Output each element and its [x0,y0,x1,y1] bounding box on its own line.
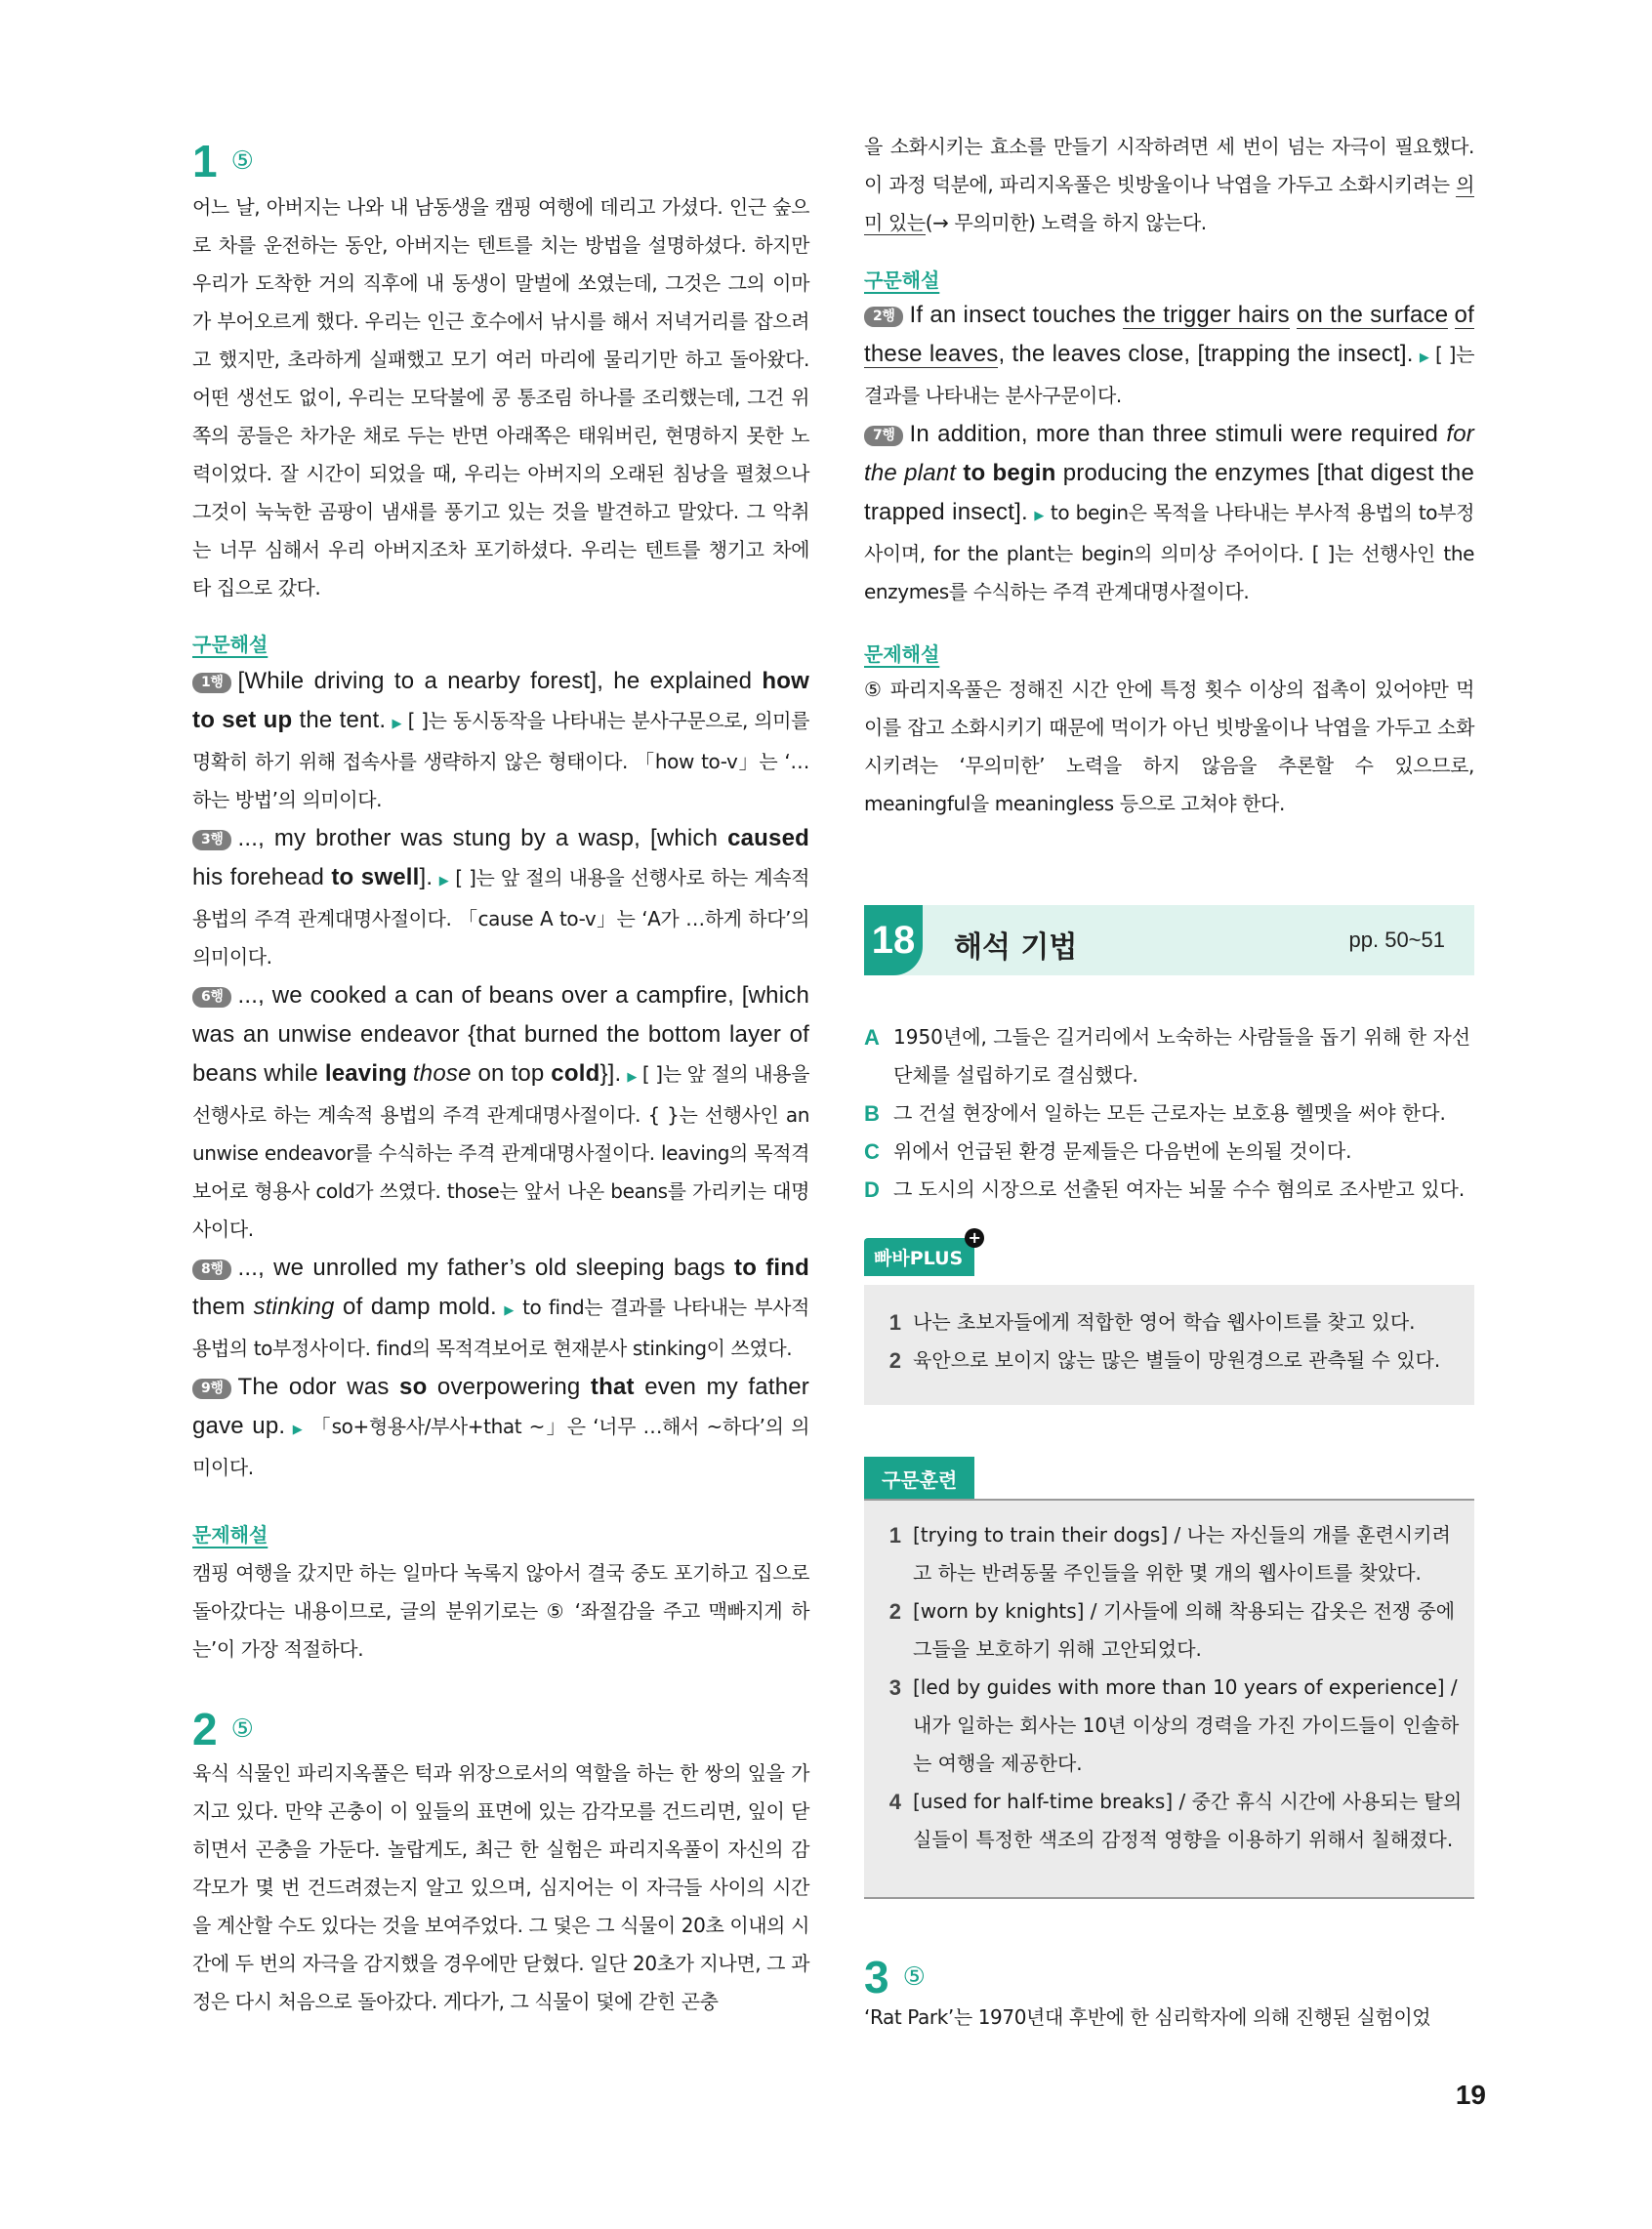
triangle-icon: ▶ [292,1423,304,1437]
list-item: 2 육안으로 보이지 않는 많은 별들이 망원경으로 관측될 수 있다. [888,1348,1441,1373]
plus-icon: + [965,1228,984,1248]
syntax-note-1: 1행 [While driving to a nearby forest], he explained how to set up the tent. ▶ [ ]는 동시동작을 나타내는 분사구문으로, 의미를 명확히 하기 위해 접속사를 생략하지 않은 형태이다. 「how to-v」는 ‘…하는 방법’의 의미이다. [192,668,809,811]
list-item: D 그 도시의 시장으로 선출된 여자는 뇌물 수수 혐의로 조사받고 있다. [864,1177,1466,1202]
problem-explanation-title: 문제해설 [864,642,940,666]
problem-number: 2 [192,1704,218,1754]
syntax-note-9: 9행 The odor was so overpowering that even my father gave up. ▶ 「so+형용사/부사+that ~」은 ‘너무 …해서 ~하다’의 의미이다. [192,1374,809,1479]
list-item: C 위에서 언급된 환경 문제들은 다음번에 논의될 것이다. [864,1139,1352,1164]
answer-mark: ⑤ [230,1714,254,1744]
list-item: 3 [led by guides with more than 10 years of experience] / 내가 일하는 회사는 10년 이상의 경력을 가진 가이드들이 인솔하는 여행을 제공한다. [888,1675,1460,1775]
triangle-icon: ▶ [392,717,402,731]
list-item: 4 [used for half-time breaks] / 중간 휴식 시간에 사용되는 탈의실들이 특정한 색조의 감정적 영향을 이용하기 위해서 칠해졌다. [888,1790,1463,1851]
syntax-title: 구문해설 [864,268,940,292]
line-tag: 1행 [192,673,231,693]
line-tag: 7행 [864,426,903,446]
problem-1-explanation: 캠핑 여행을 갔지만 하는 일마다 녹록지 않아서 결국 중도 포기하고 집으로 돌아갔다는 내용이므로, 글의 분위기로는 ⑤ ‘좌절감을 주고 맥빠지게 하는’이 가장 적절하다. [192,1561,809,1661]
section-title: 해석 기법 [954,930,1078,965]
list-item: A 1950년에, 그들은 길거리에서 노숙하는 사람들을 돕기 위해 한 자선 단체를 설립하기로 결심했다. [864,1025,1471,1087]
line-tag: 9행 [192,1379,231,1399]
triangle-icon: ▶ [504,1303,516,1318]
drill-box [864,1499,1474,1899]
answer-mark: ⑤ [230,146,254,176]
syntax-note-8: 8행 ..., we unrolled my father’s old sleeping bags to find them stinking of damp mold. ▶ to find는 결과를 나타내는 부사적 용법의 to부정사이다. find의 목적격보어로 현재분사 stinking이 쓰였다. [192,1255,810,1360]
answer-mark: ⑤ [902,1962,926,1992]
problem-number: 3 [864,1952,889,2002]
drill-label: 구문훈련 [864,1457,974,1501]
problem-number: 1 [192,136,218,186]
list-item: 1 [trying to train their dogs] / 나는 자신들의 개를 훈련시키려고 하는 반려동물 주인들을 위한 몇 개의 웹사이트를 찾았다. [888,1523,1451,1585]
section-number: 18 [864,905,923,975]
triangle-icon: ▶ [1419,351,1429,365]
problem-3-header [864,1952,926,2002]
list-item: 1 나는 초보자들에게 적합한 영어 학습 웹사이트를 찾고 있다. [888,1310,1416,1335]
section-18-answers [864,1018,1474,1209]
line-tag: 2행 [864,307,903,327]
line-tag: 8행 [192,1259,231,1280]
line-tag: 3행 [192,830,231,850]
problem-2-translation-continued: 을 소화시키는 효소를 만들기 시작하려면 세 번이 넘는 자극이 필요했다. 이 과정 덕분에, 파리지옥풀은 빗방울이나 낙엽을 가두고 소화시키려는 의미 있는(→ 무의미한) 노력을 하지 않는다. [864,135,1474,234]
problem-explanation-title: 문제해설 [192,1523,268,1547]
triangle-icon: ▶ [1034,509,1045,523]
page-number: 19 [1455,2080,1486,2110]
syntax-note-7: 7행 In addition, more than three stimuli were required for the plant to begin producing the enzymes [that digest the trapped insect]. ▶ to begin은 목적을 나타내는 부사적 용법의 to부정사이며, for the plant는 begin의 의미상 주어이다. [ ]는 선행사인 the enzymes를 수식하는 주격 관계대명사절이다. [864,421,1474,603]
problem-2-header [192,1704,254,1754]
plus-label: 빠바PLUS + [864,1238,974,1276]
problem-3-translation: ‘Rat Park’는 1970년대 후반에 한 심리학자에 의해 진행된 실험이었 [864,2005,1431,2029]
triangle-icon: ▶ [438,874,449,888]
syntax-notes [192,662,809,1487]
section-pages: pp. 50~51 [1348,928,1445,952]
problem-1-translation: 어느 날, 아버지는 나와 내 남동생을 캠핑 여행에 데리고 가셨다. 인근 숲으로 차를 운전하는 동안, 아버지는 텐트를 치는 방법을 설명하셨다. 하지만 우리가 도착한 거의 직후에 내 동생이 말벌에 쏘였는데, 그것은 그의 이마가 부어오르게 했다. 우리는 인근 호수에서 낚시를 해서 저녁거리를 잡으려고 했지만, 초라하게 실패했고 모기 여러 마리에 물리기만 하고 돌아왔다. 어떤 생선도 없이, 우리는 모닥불에 콩 통조림 하나를 조리했는데, 그건 위쪽의 콩들은 차가운 채로 두는 반면 아래쪽은 태워버린, 현명하지 못한 노력이었다. 잘 시간이 되었을 때, 우리는 아버지의 오래된 침낭을 펼쳤으나 그것이 눅눅한 곰팡이 냄새를 풍기고 있는 것을 발견하고 말았다. 그 악취는 너무 심해서 우리 아버지조차 포기하셨다. 우리는 텐트를 챙기고 차에 타 집으로 갔다. [192,195,809,599]
triangle-icon: ▶ [627,1070,637,1085]
problem-2-explanation: ⑤ 파리지옥풀은 정해진 시간 안에 특정 횟수 이상의 접촉이 있어야만 먹이를 잡고 소화시키기 때문에 먹이가 아닌 빗방울이나 낙엽을 가두고 소화시키려는 ‘무의미한’ 노력을 하지 않음을 추론할 수 있으므로, meaningful을 meaningless 등으로 고쳐야 한다. [864,678,1474,815]
syntax-note-3: 3행 ..., my brother was stung by a wasp, [which caused his forehead to swell]. ▶ [ ]는 앞 절의 내용을 선행사로 하는 계속적 용법의 주격 관계대명사절이다. 「cause A to-v」는 ‘A가 …하게 하다’의 의미이다. [192,825,809,969]
syntax-title: 구문해설 [192,633,268,656]
plus-box [864,1285,1474,1405]
syntax-note-6: 6행 ..., we cooked a can of beans over a campfire, [which was an unwise endeavor {that burned the bottom layer of beans while leaving those on top cold}]. ▶ [ ]는 앞 절의 내용을 선행사로 하는 계속적 용법의 주격 관계대명사절이다. { }는 선행사인 an unwise endeavor를 수식하는 주격 관계대명사절이다. leaving의 목적격보어로 형용사 cold가 쓰였다. those는 앞서 나온 beans를 가리키는 대명사이다. [192,982,810,1241]
syntax-note-2: 2행 If an insect touches the trigger hairs on the surface of these leaves, the leaves close, [trapping the insect]. ▶ [ ]는 결과를 나타내는 분사구문이다. [864,302,1474,407]
line-tag: 6행 [192,987,231,1008]
section-18-banner [864,905,1474,975]
problem-2-translation: 육식 식물인 파리지옥풀은 턱과 위장으로서의 역할을 하는 한 쌍의 잎을 가지고 있다. 만약 곤충이 이 잎들의 표면에 있는 감각모를 건드리면, 잎이 닫히면서 곤충을 가둔다. 놀랍게도, 최근 한 실험은 파리지옥풀이 자신의 감각모가 몇 번 건드려졌는지 알고 있으며, 심지어는 이 자극들 사이의 시간을 계산할 수도 있다는 것을 보여주었다. 그 덫은 그 식물이 20초 이내의 시간에 두 번의 자극을 감지했을 경우에만 닫혔다. 일단 20초가 지나면, 그 과정은 다시 처음으로 돌아갔다. 게다가, 그 식물이 덫에 갇힌 곤충 [192,1761,809,2013]
problem-1-header [192,136,254,186]
underlined-phrase: 의미 있는 [864,173,1474,234]
syntax-notes [864,296,1474,611]
list-item: 2 [worn by knights] / 기사들에 의해 착용되는 갑옷은 전쟁 중에 그들을 보호하기 위해 고안되었다. [888,1599,1456,1661]
list-item: B 그 건설 현장에서 일하는 모든 근로자는 보호용 헬멧을 써야 한다. [864,1101,1446,1126]
